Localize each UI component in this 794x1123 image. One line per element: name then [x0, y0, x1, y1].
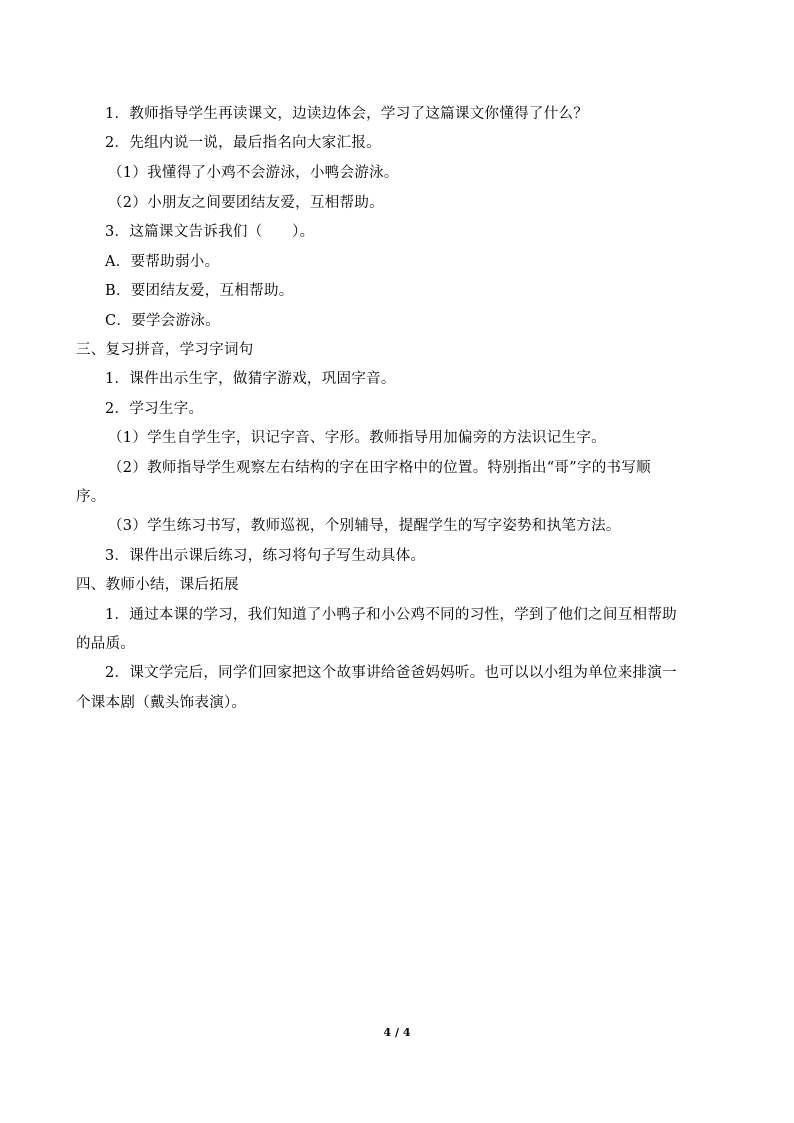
paragraph-line: 1．通过本课的学习，我们知道了小鸭子和小公鸡不同的习性，学到了他们之间互相帮助: [105, 607, 677, 623]
paragraph-line: 3．这篇课文告诉我们（ ）。: [105, 224, 315, 240]
paragraph-line: 2．学习生字。: [105, 401, 204, 417]
page-number: 4 / 4: [383, 1026, 411, 1039]
paragraph-line: 1．课件出示生字，做猜字游戏，巩固字音。: [105, 371, 396, 387]
section-heading: 四、教师小结，课后拓展: [76, 577, 239, 593]
paragraph-line: （1）我懂得了小鸡不会游泳，小鸭会游泳。: [108, 165, 399, 181]
paragraph-line: （3）学生练习书写，教师巡视，个别辅导，提醒学生的写字姿势和执笔方法。: [108, 518, 621, 534]
paragraph-line: 1．教师指导学生再读课文，边读边体会，学习了这篇课文你懂得了什么？: [105, 106, 589, 122]
paragraph-line: 的品质。: [76, 636, 136, 652]
paragraph-line: （2）教师指导学生观察左右结构的字在田字格中的位置。特别指出“哥”字的书写顺: [108, 460, 651, 476]
paragraph-line: C．要学会游泳。: [105, 313, 220, 329]
paragraph-line: 序。: [76, 489, 106, 505]
paragraph-line: A．要帮助弱小。: [105, 254, 220, 270]
paragraph-line: 2．课文学完后，同学们回家把这个故事讲给爸爸妈妈听。也可以以小组为单位来排演一: [105, 665, 677, 681]
paragraph-line: （2）小朋友之间要团结友爱，互相帮助。: [108, 195, 384, 211]
paragraph-line: （1）学生自学生字，识记字音、字形。教师指导用加偏旁的方法识记生字。: [108, 430, 606, 446]
paragraph-line: 3．课件出示课后练习，练习将句子写生动具体。: [105, 548, 426, 564]
section-heading: 三、复习拼音，学习字词句: [76, 342, 254, 358]
paragraph-line: 2．先组内说一说，最后指名向大家汇报。: [105, 135, 381, 151]
paragraph-line: 个课本剧（戴头饰表演）。: [76, 695, 247, 711]
paragraph-line: B．要团结友爱，互相帮助。: [105, 283, 294, 299]
